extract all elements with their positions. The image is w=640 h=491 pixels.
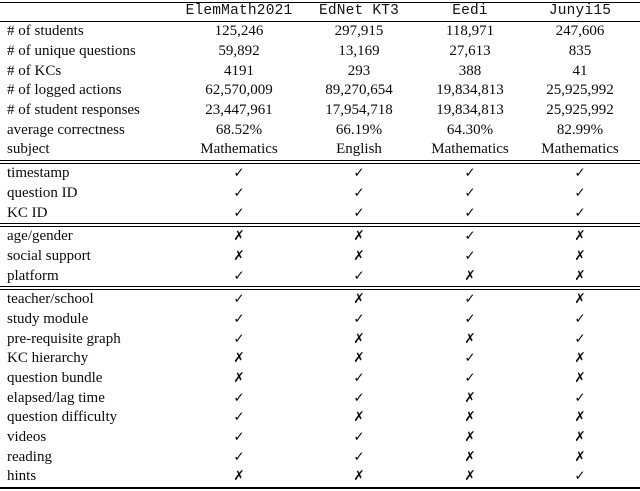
cross-icon: ✗	[464, 429, 476, 446]
row-label-cell: question bundle	[7, 370, 103, 387]
value-cell	[420, 447, 520, 467]
check-icon: ✓	[574, 330, 586, 347]
value-cell: 89,270,654	[325, 82, 393, 99]
value-cell	[298, 310, 420, 330]
value-cell	[298, 428, 420, 448]
value-cell	[520, 467, 640, 488]
row-label-cell: teacher/school	[0, 288, 180, 310]
feature-row	[0, 162, 640, 184]
value-cell	[420, 247, 520, 267]
value-cell	[520, 247, 640, 267]
row-label-cell: platform	[7, 267, 59, 284]
row-label-cell: videos	[7, 429, 47, 446]
value-cell: 68.52%	[215, 121, 263, 138]
value-cell	[420, 408, 520, 428]
feature-row	[0, 447, 640, 467]
feature-row	[0, 329, 640, 349]
cross-icon: ✗	[464, 389, 476, 406]
row-label-cell: KC ID	[7, 204, 48, 221]
cross-icon: ✗	[574, 247, 586, 264]
value-cell	[298, 408, 420, 428]
check-icon: ✓	[353, 165, 365, 182]
value-cell: 64.30%	[446, 121, 494, 138]
cross-icon: ✗	[233, 350, 245, 367]
check-icon: ✓	[574, 310, 586, 327]
row-label-cell: social support	[7, 247, 91, 264]
cross-icon: ✗	[353, 330, 365, 347]
stat-row	[0, 22, 640, 42]
row-label-cell: # of student responses	[7, 102, 140, 119]
value-cell: 293	[347, 62, 371, 79]
row-label-cell: hints	[7, 468, 37, 485]
check-icon: ✓	[233, 184, 245, 201]
feature-row	[0, 310, 640, 330]
value-cell	[420, 428, 520, 448]
value-cell	[420, 467, 520, 488]
value-cell	[180, 162, 298, 184]
row-label-cell: elapsed/lag time	[7, 389, 105, 406]
value-cell	[298, 162, 420, 184]
check-icon: ✓	[233, 267, 245, 284]
check-icon: ✓	[464, 165, 476, 182]
row-label-cell: subject	[7, 141, 50, 158]
header-row	[0, 3, 640, 22]
value-cell	[520, 162, 640, 184]
value-cell: 17,954,718	[325, 102, 393, 119]
value-cell	[420, 266, 520, 288]
value-cell	[520, 388, 640, 408]
check-icon: ✓	[233, 204, 245, 221]
value-cell	[520, 428, 640, 448]
cross-icon: ✗	[574, 291, 586, 308]
cross-icon: ✗	[464, 409, 476, 426]
table-header	[0, 3, 640, 22]
cross-icon: ✗	[353, 247, 365, 264]
value-cell	[520, 184, 640, 204]
cross-icon: ✗	[233, 247, 245, 264]
value-cell: 125,246	[214, 23, 264, 40]
check-icon: ✓	[574, 184, 586, 201]
feature-row	[0, 184, 640, 204]
value-cell: 19,834,813	[436, 102, 504, 119]
feature-row	[0, 408, 640, 428]
cross-icon: ✗	[574, 267, 586, 284]
value-cell	[180, 225, 298, 247]
value-cell	[520, 408, 640, 428]
value-cell	[520, 310, 640, 330]
value-cell	[520, 288, 640, 310]
check-icon: ✓	[353, 184, 365, 201]
cross-icon: ✗	[353, 291, 365, 308]
stat-row	[0, 140, 640, 162]
cross-icon: ✗	[574, 448, 586, 465]
check-icon: ✓	[353, 429, 365, 446]
value-cell: Mathematics	[541, 141, 619, 158]
check-icon: ✓	[233, 389, 245, 406]
value-cell	[180, 329, 298, 349]
check-icon: ✓	[574, 389, 586, 406]
value-cell	[298, 266, 420, 288]
cross-icon: ✗	[353, 228, 365, 245]
value-cell	[420, 388, 520, 408]
value-cell	[420, 184, 520, 204]
cross-icon: ✗	[574, 370, 586, 387]
value-cell	[180, 247, 298, 267]
value-cell	[420, 310, 520, 330]
value-cell: 118,971	[445, 23, 495, 40]
value-cell: 247,606	[555, 23, 605, 40]
value-cell: 297,915	[334, 23, 384, 40]
value-cell	[420, 162, 520, 184]
check-icon: ✓	[464, 204, 476, 221]
value-cell: 23,447,961	[205, 102, 273, 119]
row-label-cell: age/gender	[0, 225, 180, 247]
feature-row	[0, 369, 640, 389]
stat-row	[0, 81, 640, 101]
value-cell	[298, 447, 420, 467]
cross-icon: ✗	[233, 228, 245, 245]
cross-icon: ✗	[574, 429, 586, 446]
row-label-cell: reading	[7, 448, 52, 465]
feature-row	[0, 349, 640, 369]
row-label-cell: # of KCs	[7, 62, 62, 79]
value-cell	[420, 225, 520, 247]
value-cell	[180, 428, 298, 448]
value-cell	[520, 349, 640, 369]
value-cell	[520, 225, 640, 247]
dataset-comparison-table	[0, 2, 640, 489]
value-cell	[180, 310, 298, 330]
value-cell	[420, 349, 520, 369]
cross-icon: ✗	[574, 409, 586, 426]
value-cell: 25,925,992	[546, 82, 614, 99]
value-cell	[298, 247, 420, 267]
value-cell: 835	[568, 43, 592, 60]
value-cell	[520, 447, 640, 467]
value-cell: 25,925,992	[546, 102, 614, 119]
value-cell	[298, 184, 420, 204]
feature-row	[0, 225, 640, 247]
check-icon: ✓	[233, 409, 245, 426]
check-icon: ✓	[464, 247, 476, 264]
check-icon: ✓	[353, 370, 365, 387]
value-cell	[180, 203, 298, 225]
value-cell	[520, 203, 640, 225]
value-cell: 59,892	[218, 43, 260, 60]
row-label-cell: pre-requisite graph	[7, 330, 121, 347]
value-cell: 13,169	[338, 43, 380, 60]
value-cell: 62,570,009	[205, 82, 273, 99]
value-cell	[298, 467, 420, 488]
value-cell	[180, 388, 298, 408]
value-cell	[180, 467, 298, 488]
check-icon: ✓	[353, 310, 365, 327]
check-icon: ✓	[233, 448, 245, 465]
value-cell	[298, 388, 420, 408]
check-icon: ✓	[464, 228, 476, 245]
header-elemmath2021: ElemMath2021	[180, 3, 298, 22]
check-icon: ✓	[233, 291, 245, 308]
value-cell	[298, 203, 420, 225]
check-icon: ✓	[233, 310, 245, 327]
value-cell: 66.19%	[335, 121, 383, 138]
row-label-cell: study module	[7, 310, 89, 327]
value-cell	[180, 349, 298, 369]
value-cell	[298, 349, 420, 369]
cross-icon: ✗	[574, 228, 586, 245]
cross-icon: ✗	[353, 468, 365, 485]
row-label-cell: # of unique questions	[7, 43, 136, 60]
header-ednet-kt3: EdNet KT3	[298, 3, 420, 22]
value-cell	[420, 369, 520, 389]
row-label-cell: question difficulty	[7, 409, 118, 426]
feature-row	[0, 266, 640, 288]
value-cell	[420, 288, 520, 310]
value-cell	[180, 266, 298, 288]
check-icon: ✓	[353, 448, 365, 465]
cross-icon: ✗	[353, 409, 365, 426]
feature-row	[0, 288, 640, 310]
value-cell	[298, 225, 420, 247]
check-icon: ✓	[464, 184, 476, 201]
check-icon: ✓	[464, 291, 476, 308]
row-label-cell: KC hierarchy	[7, 350, 89, 367]
value-cell: English	[336, 141, 382, 158]
cross-icon: ✗	[464, 267, 476, 284]
row-label-cell: # of logged actions	[7, 82, 122, 99]
value-cell: 82.99%	[556, 121, 604, 138]
feature-row	[0, 428, 640, 448]
value-cell	[520, 369, 640, 389]
row-label-cell: question ID	[7, 184, 78, 201]
row-label-cell: # of students	[7, 23, 84, 40]
feature-row	[0, 247, 640, 267]
check-icon: ✓	[353, 389, 365, 406]
check-icon: ✓	[233, 330, 245, 347]
header-eedi: Eedi	[420, 3, 520, 22]
check-icon: ✓	[233, 429, 245, 446]
check-icon: ✓	[574, 165, 586, 182]
value-cell: Mathematics	[200, 141, 278, 158]
value-cell: Mathematics	[431, 141, 509, 158]
check-icon: ✓	[464, 310, 476, 327]
check-icon: ✓	[464, 350, 476, 367]
value-cell	[520, 266, 640, 288]
cross-icon: ✗	[233, 370, 245, 387]
value-cell	[298, 329, 420, 349]
check-icon: ✓	[464, 370, 476, 387]
check-icon: ✓	[574, 204, 586, 221]
value-cell	[298, 369, 420, 389]
feature-row	[0, 467, 640, 488]
stat-row	[0, 42, 640, 62]
value-cell	[180, 184, 298, 204]
stat-row	[0, 120, 640, 140]
header-empty-cell	[0, 3, 180, 22]
cross-icon: ✗	[574, 350, 586, 367]
cross-icon: ✗	[233, 468, 245, 485]
feature-row	[0, 203, 640, 225]
row-label-cell: timestamp	[0, 162, 180, 184]
value-cell	[298, 288, 420, 310]
cross-icon: ✗	[464, 468, 476, 485]
cross-icon: ✗	[464, 448, 476, 465]
stat-row	[0, 101, 640, 121]
value-cell	[520, 329, 640, 349]
value-cell: 19,834,813	[436, 82, 504, 99]
value-cell	[180, 408, 298, 428]
value-cell	[180, 369, 298, 389]
value-cell: 41	[572, 62, 588, 79]
feature-row	[0, 388, 640, 408]
value-cell	[180, 288, 298, 310]
value-cell: 27,613	[449, 43, 491, 60]
check-icon: ✓	[353, 204, 365, 221]
cross-icon: ✗	[353, 350, 365, 367]
value-cell	[420, 203, 520, 225]
cross-icon: ✗	[464, 330, 476, 347]
value-cell	[420, 329, 520, 349]
check-icon: ✓	[574, 468, 586, 485]
check-icon: ✓	[233, 165, 245, 182]
value-cell: 388	[458, 62, 482, 79]
check-icon: ✓	[353, 267, 365, 284]
value-cell: 4191	[224, 62, 254, 79]
row-label-cell: average correctness	[7, 121, 125, 138]
header-junyi15: Junyi15	[520, 3, 640, 22]
stat-row	[0, 61, 640, 81]
value-cell	[180, 447, 298, 467]
table-body	[0, 22, 640, 488]
